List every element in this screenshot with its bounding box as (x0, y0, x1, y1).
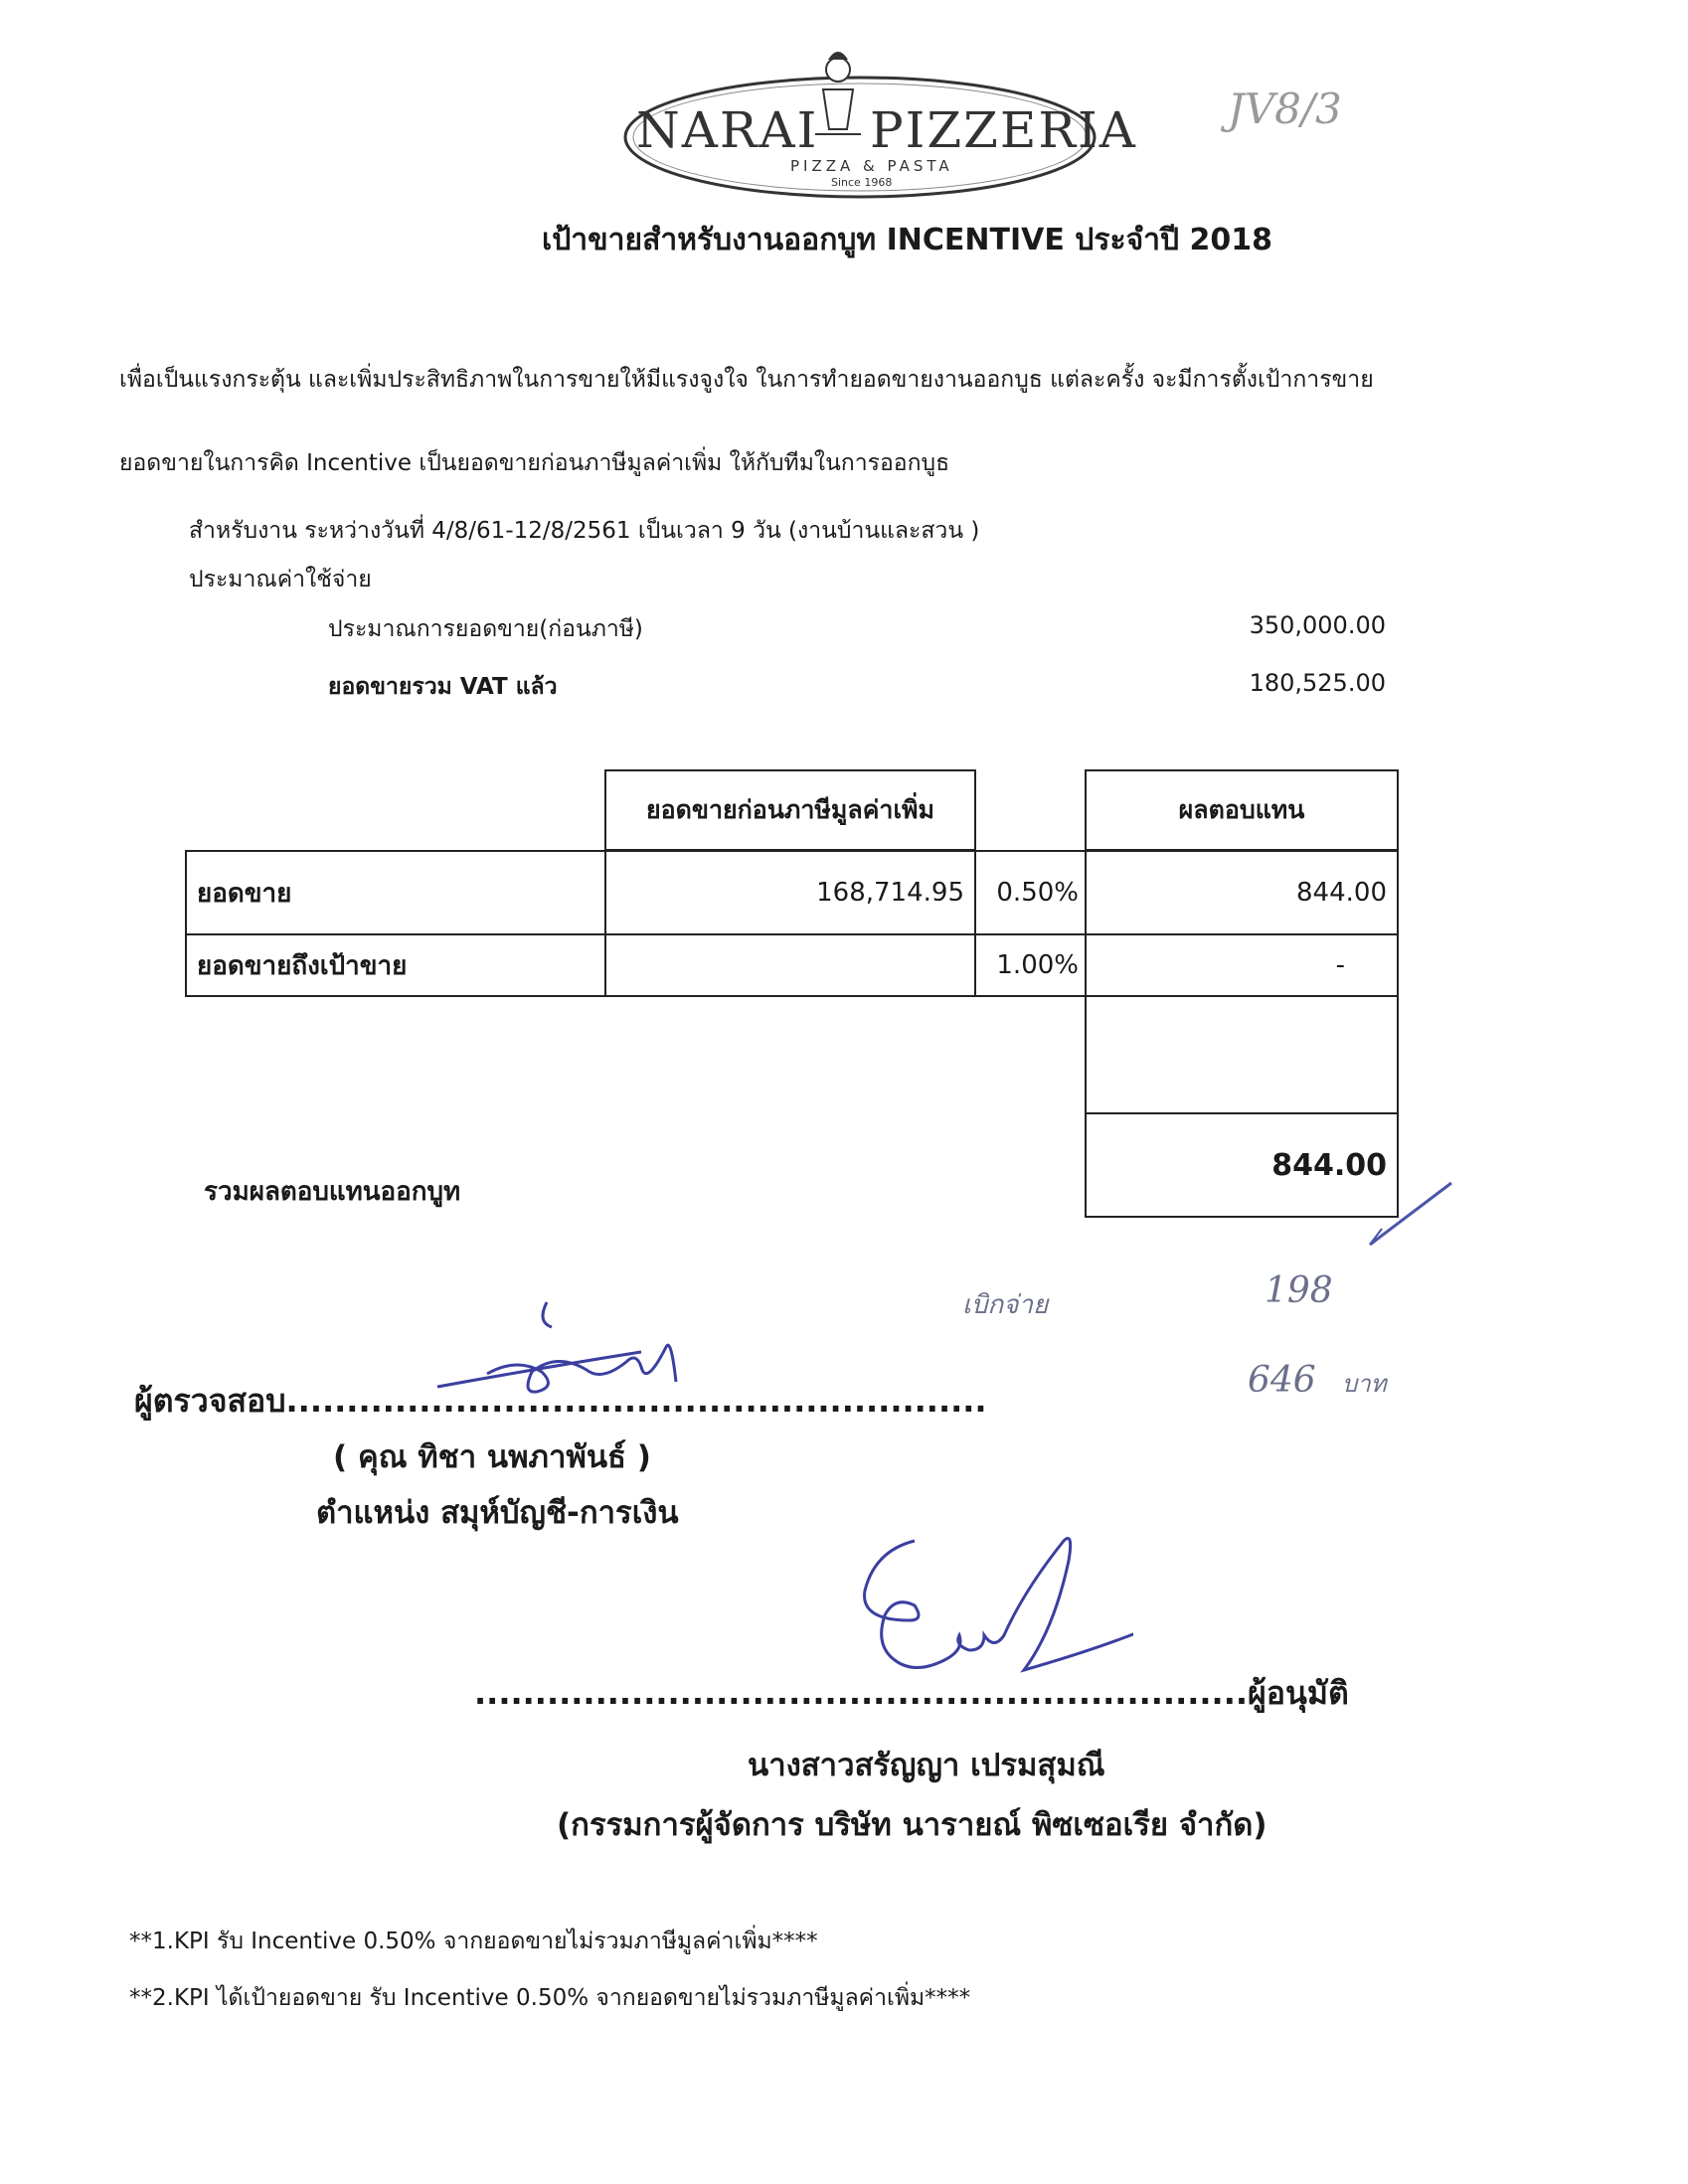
handnote-1: เบิกจ่าย (962, 1290, 1049, 1320)
reviewer-label: ผู้ตรวจสอบ (134, 1382, 286, 1420)
logo-tagline: PIZZA & PASTA (790, 157, 953, 175)
handwritten-ref: JV8/3 (1228, 84, 1342, 133)
check-mark (1362, 1173, 1461, 1253)
row2-rate: 1.00% (996, 950, 1079, 980)
row1-label: ยอดขาย (197, 878, 292, 909)
handnote-4: บาท (1342, 1370, 1387, 1398)
row2-label-cell (185, 933, 606, 997)
header-reward-cell (1085, 769, 1399, 851)
logo-brand-right: PIZZERIA (870, 101, 1137, 159)
reviewer-dots: .......................................................... (285, 1382, 987, 1420)
handnote-2: 198 (1265, 1270, 1333, 1311)
approver-sign-line (474, 1668, 1349, 1719)
intro-line-2: ยอดขายในการคิด Incentive เป็นยอดขายก่อนภาษีมูลค่าเพิ่ม ให้กับทีมในการออกบูธ (119, 450, 950, 476)
row1-label-cell (185, 850, 606, 935)
row1-rate-cell (974, 850, 1087, 935)
total-value-cell (1085, 1112, 1399, 1218)
approver-name: นางสาวสรัญญา เปรมสุมณี (748, 1748, 1105, 1783)
approver-signature (835, 1511, 1133, 1690)
row1-rate: 0.50% (996, 878, 1079, 908)
header-reward: ผลตอบแทน (1178, 795, 1305, 824)
approver-position: (กรรมการผู้จัดการ บริษัท นารายณ์ พิซเซอเรีย จำกัด) (557, 1807, 1267, 1843)
header-sales: ยอดขายก่อนภาษีมูลค่าเพิ่ม (646, 795, 934, 824)
reviewer-name: ( คุณ ทิชา นพภาพันธ์ ) (333, 1439, 651, 1475)
reviewer-position: ตำแหน่ง สมุห์บัญชี-การเงิน (316, 1495, 679, 1531)
intro-line-1: เพื่อเป็นแรงกระตุ้น และเพิ่มประสิทธิภาพในการขายให้มีแรงจูงใจ ในการทำยอดขายงานออกบูธ แต่ละครั้ง จะมีการตั้งเป้าการขาย (119, 367, 1374, 393)
header-sales-cell (604, 769, 976, 851)
row2-amount-cell (604, 933, 976, 997)
kpi-note-2: **2.KPI ได้เป้ายอดขาย รับ Incentive 0.50% จากยอดขายไม่รวมภาษีมูลค่าเพิ่ม**** (129, 1985, 971, 2011)
row1-amount-cell (604, 850, 976, 935)
row2-label: ยอดขายถึงเป้าขาย (197, 950, 408, 981)
total-vat-label: ยอดขายรวม VAT แล้ว (328, 674, 558, 700)
est-sales-value: 350,000.00 (1249, 611, 1386, 639)
approver-dots: ................................................................ (474, 1674, 1248, 1712)
row2-reward-cell (1085, 933, 1399, 997)
reviewer-signature (427, 1292, 706, 1412)
kpi-note-1: **1.KPI รับ Incentive 0.50% จากยอดขายไม่รวมภาษีมูลค่าเพิ่ม**** (129, 1929, 818, 1954)
empty-reward-cell (1085, 995, 1399, 1114)
company-logo (616, 40, 1137, 199)
logo-brand-left: NARAI (636, 101, 819, 159)
page-title: เป้าขายสำหรับงานออกบูท INCENTIVE ประจำปี 2018 (542, 223, 1272, 257)
estimate-label: ประมาณค่าใช้จ่าย (189, 567, 372, 592)
est-sales-label: ประมาณการยอดขาย(ก่อนภาษี) (328, 616, 643, 642)
approver-label: ผู้อนุมัติ (1248, 1674, 1349, 1712)
handnote-3: 646 (1248, 1360, 1316, 1401)
total-value: 844.00 (1271, 1147, 1387, 1183)
row1-reward-cell (1085, 850, 1399, 935)
total-vat-value: 180,525.00 (1249, 669, 1386, 697)
logo-since: Since 1968 (831, 176, 893, 189)
row1-amount: 168,714.95 (816, 878, 964, 908)
row1-reward: 844.00 (1296, 878, 1387, 908)
event-line: สำหรับงาน ระหว่างวันที่ 4/8/61-12/8/2561 เป็นเวลา 9 วัน (งานบ้านและสวน ) (189, 518, 980, 544)
row2-rate-cell (974, 933, 1087, 997)
total-label: รวมผลตอบแทนออกบูท (204, 1177, 461, 1207)
row2-reward: - (1335, 950, 1345, 980)
